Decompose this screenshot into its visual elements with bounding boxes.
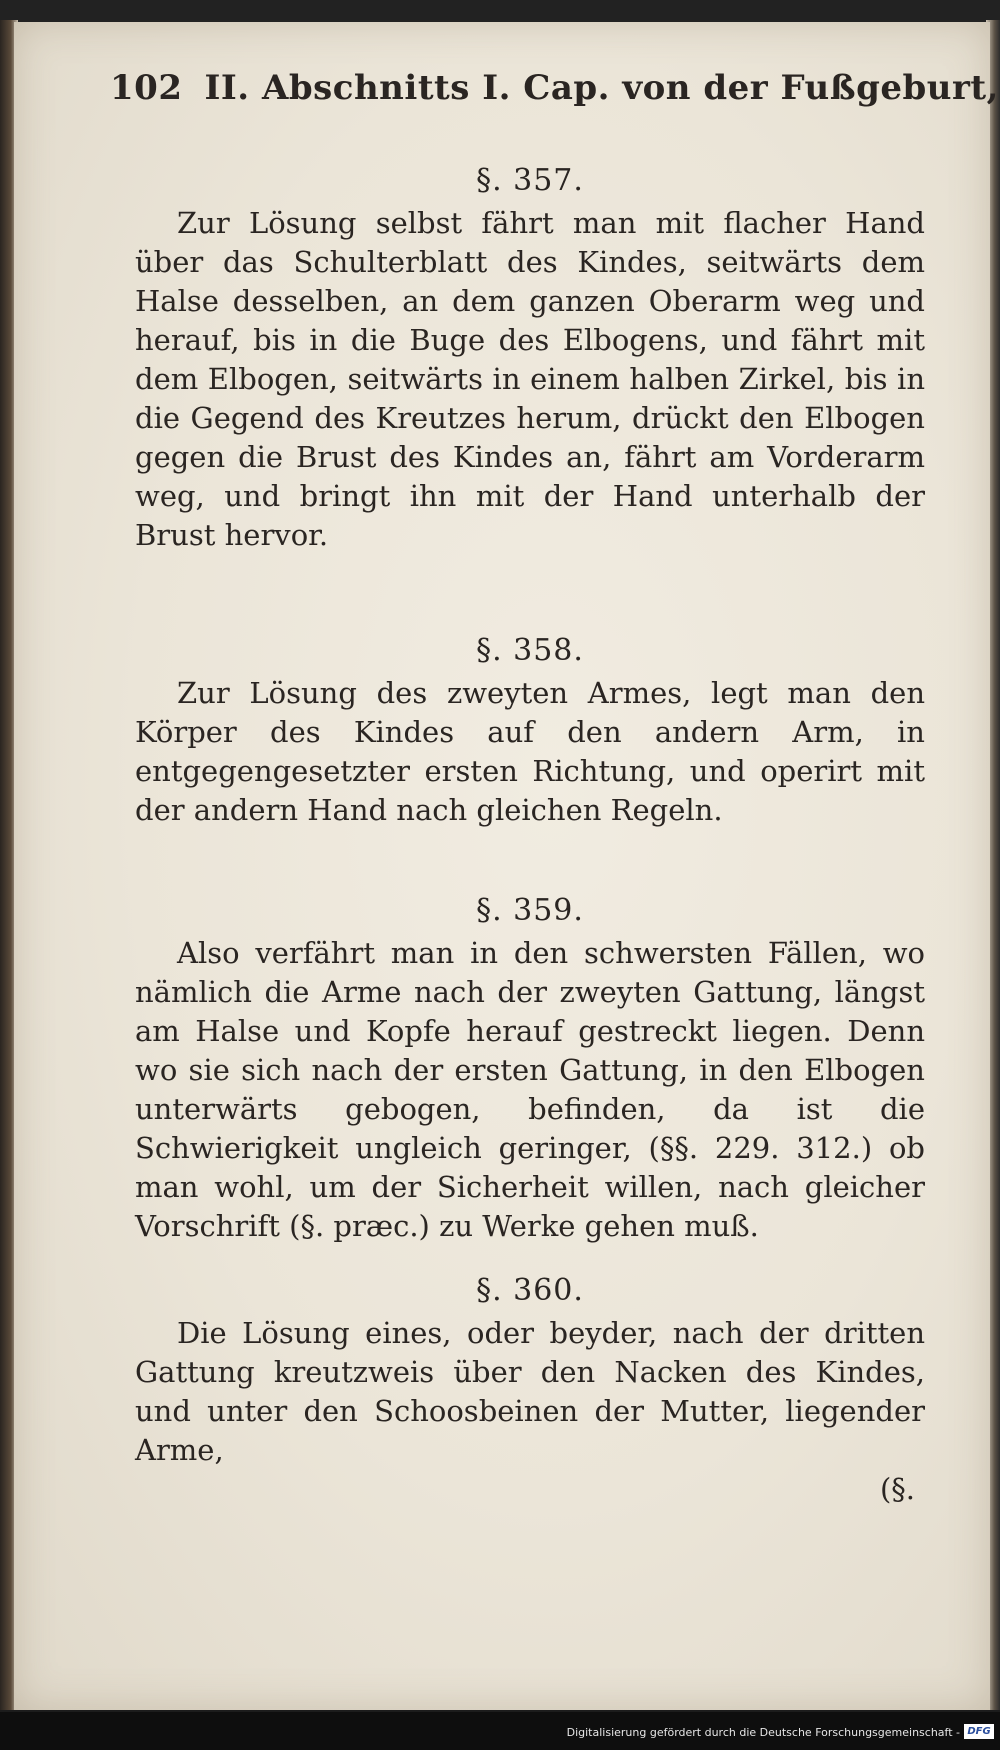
- section-paragraph: Die Lösung eines, oder beyder, nach der dritten Gattung kreutzweis über den Nacken des Kindes, und unter den Schoosbeinen der Mutter, liegender Arme,: [135, 1316, 925, 1467]
- section-heading: §. 359.: [476, 893, 584, 928]
- section-357: [135, 158, 925, 555]
- section-paragraph: Also verfährt man in den schwersten Fällen, wo nämlich die Arme nach der zweyten Gattung, längst am Halse und Kopfe herauf gestreckt liegen. Denn wo sie sich nach der ersten Gattung, in den Elbogen unterwärts gebogen, befinden, da ist die Schwierigkeit ungleich geringer, (§§. 229. 312.) ob man wohl, um der Sicherheit willen, nach gleicher Vorschrift (§. præc.) zu Werke gehen muß.: [135, 936, 925, 1243]
- section-heading: §. 358.: [476, 633, 584, 668]
- running-head-title: II. Abschnitts I. Cap. von der Fußgeburt,: [204, 68, 999, 108]
- section-360: [135, 1268, 925, 1509]
- section-heading: §. 360.: [476, 1273, 584, 1308]
- dfg-logo: DFG: [964, 1724, 994, 1739]
- section-paragraph: Zur Lösung selbst fährt man mit flacher Hand über das Schulterblatt des Kindes, seitwärts dem Halse desselben, an dem ganzen Oberarm weg und herauf, bis in die Buge des Elbogens, und fährt mit dem Elbogen, seitwärts in einem halben Zirkel, bis in die Gegend des Kreutzes herum, drückt den Elbogen gegen die Brust des Kindes an, fährt am Vorderarm weg, und bringt ihn mit der Hand unterhalb der Brust hervor.: [135, 206, 925, 552]
- running-head: [110, 68, 999, 108]
- catchword: (§.: [879, 1472, 915, 1506]
- digitization-credit: Digitalisierung gefördert durch die Deutsche Forschungsgemeinschaft -: [566, 1726, 960, 1739]
- section-paragraph: Zur Lösung des zweyten Armes, legt man den Körper des Kindes auf den andern Arm, in entgegengesetzter ersten Richtung, und operirt mit der andern Hand nach gleichen Regeln.: [135, 676, 925, 827]
- section-heading: §. 357.: [476, 163, 584, 198]
- section-358: [135, 628, 925, 830]
- page-number: 102: [110, 68, 183, 108]
- section-359: [135, 888, 925, 1246]
